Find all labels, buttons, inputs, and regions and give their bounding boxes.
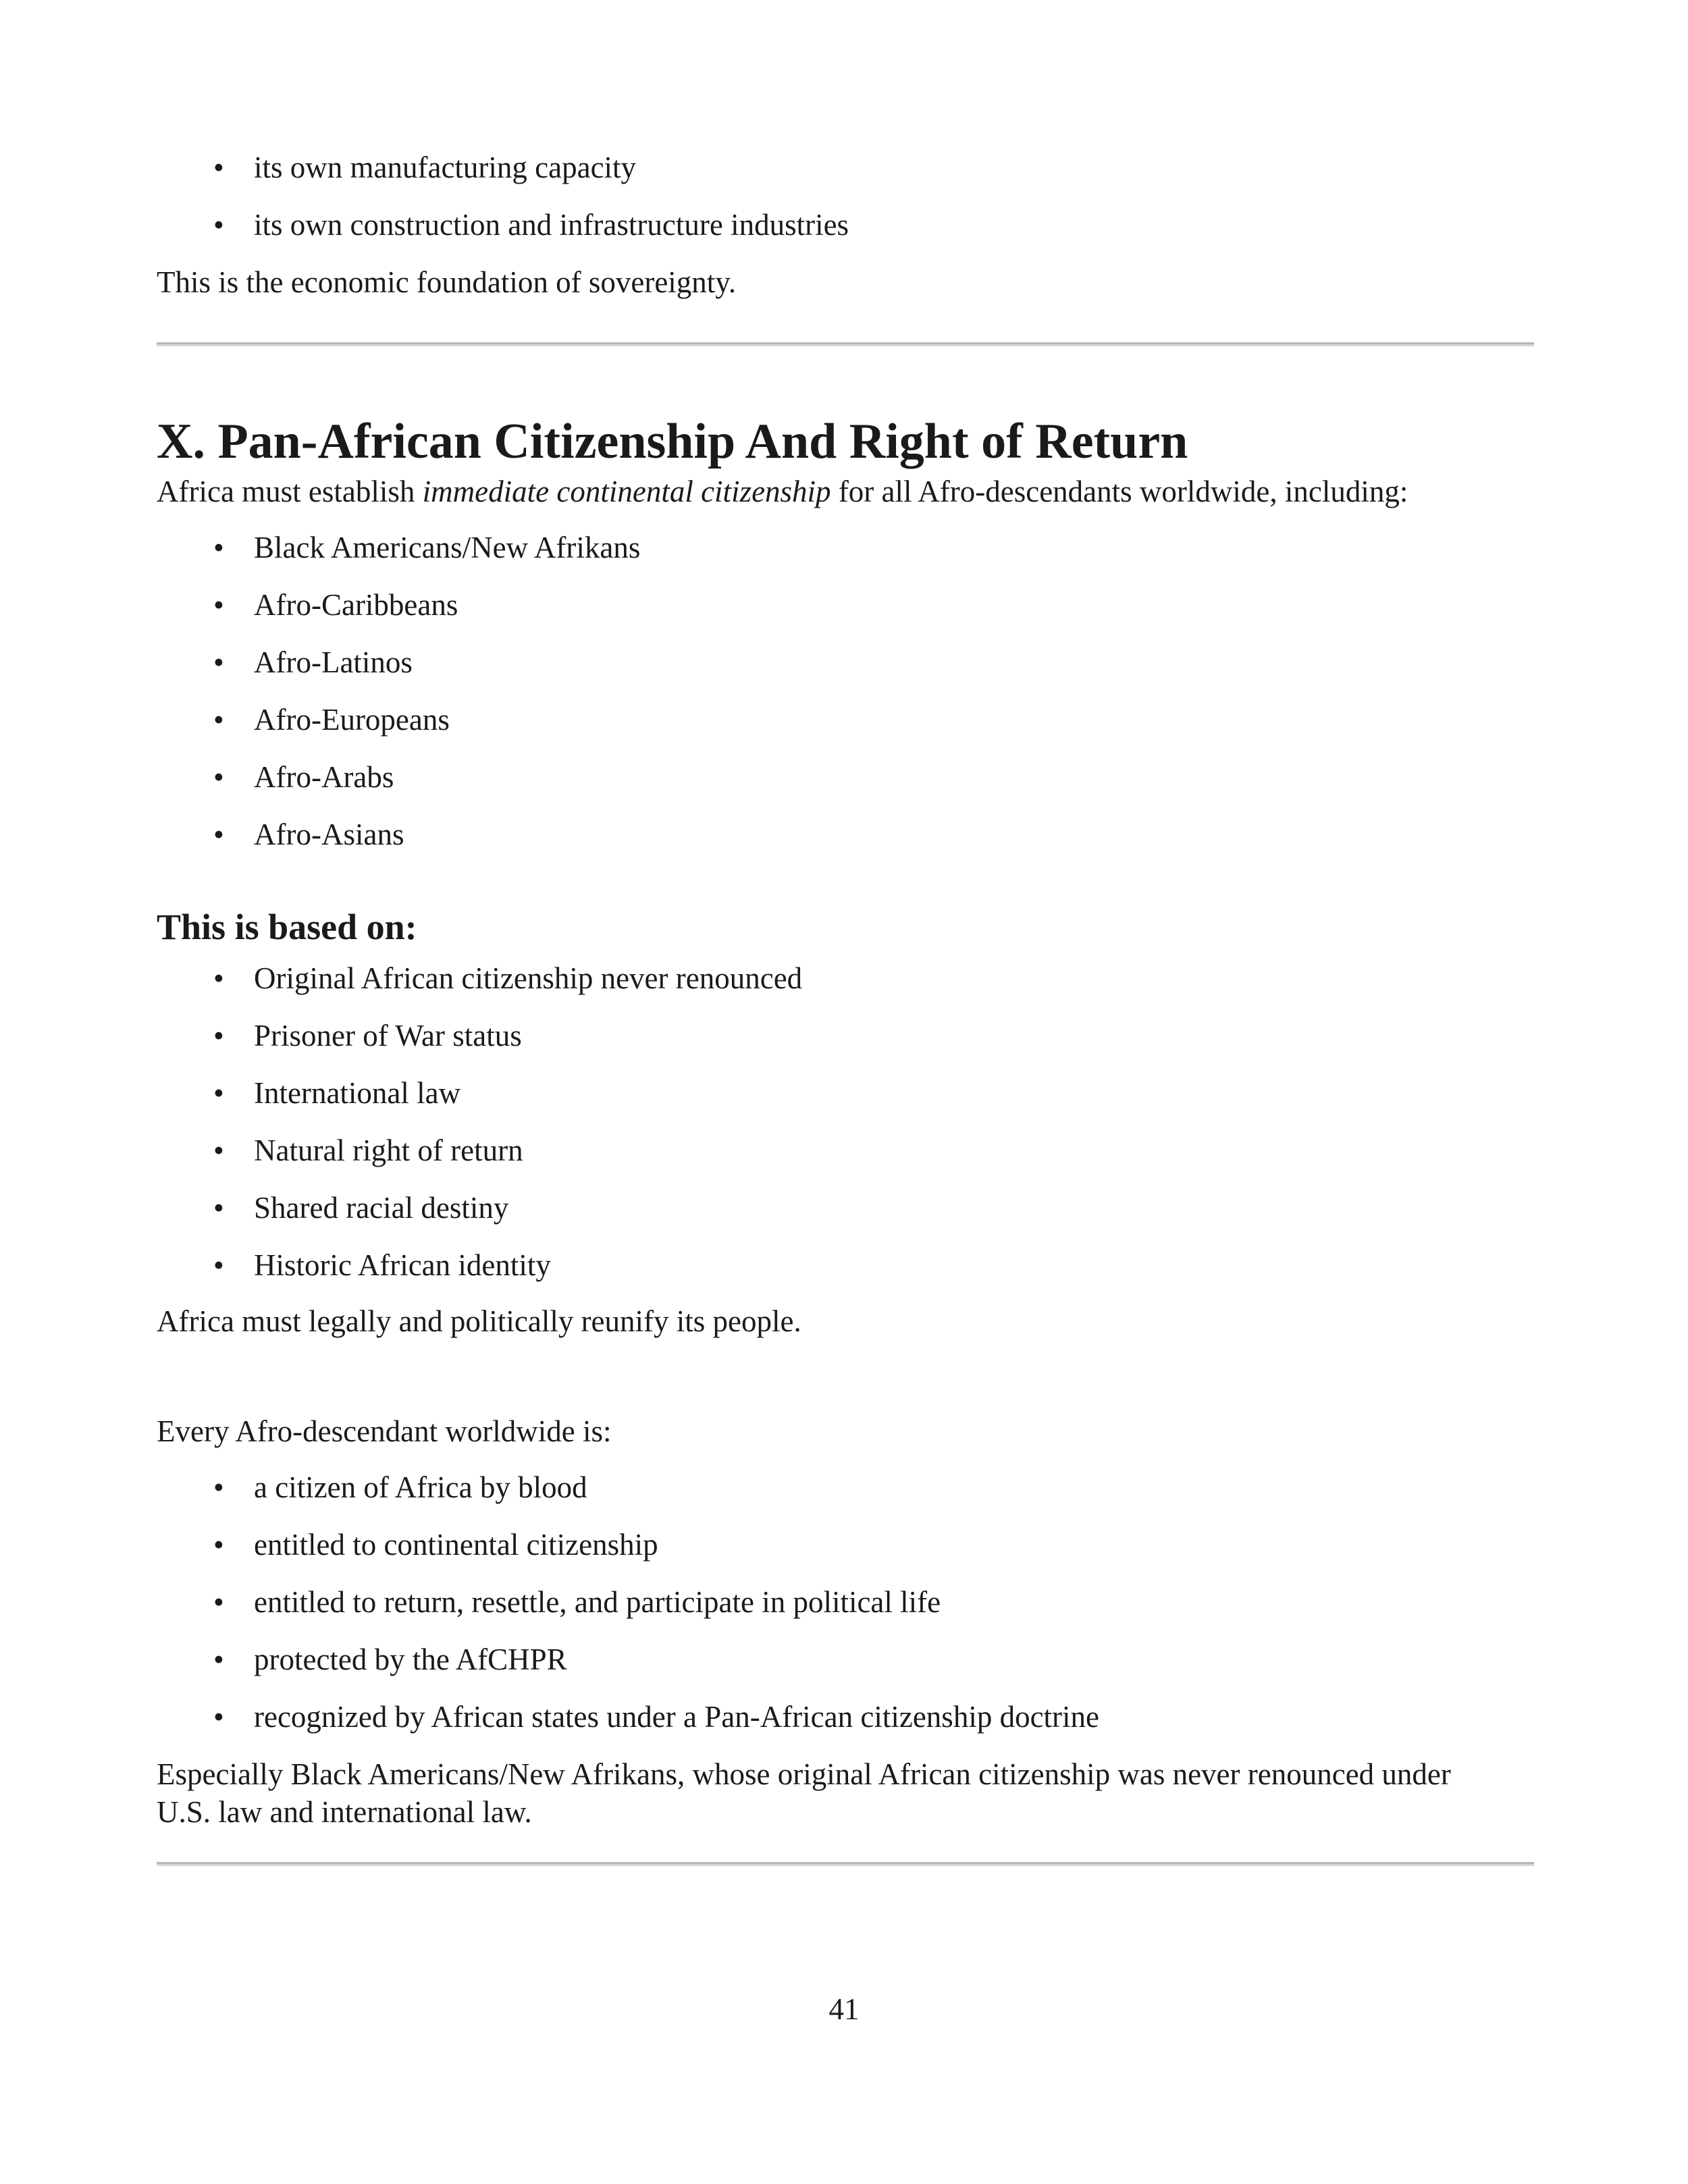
bullet-icon: • [213,1528,224,1562]
list-item [157,643,1534,681]
list-item-text: recognized by African states under a Pan-African citizenship doctrine [254,1700,1100,1734]
list-item [157,1131,1534,1169]
list-item [157,758,1534,796]
list-item-text: Historic African identity [254,1248,551,1282]
list-item-text: its own manufacturing capacity [254,151,637,184]
bullet-icon: • [213,1700,224,1734]
page-number: 41 [828,1992,860,2026]
list-item [157,149,1534,186]
list-item [157,1698,1534,1736]
section-title: X. Pan-African Citizenship And Right of Return [157,414,1188,469]
horizontal-divider [157,1862,1534,1866]
bullet-icon: • [213,531,224,564]
list-item [157,1074,1534,1112]
list-item-text: Shared racial destiny [254,1191,509,1225]
list-item [157,1017,1534,1055]
every-bullet-list [157,1468,1534,1736]
bullet-icon: • [213,703,224,737]
list-item-text: International law [254,1076,461,1110]
list-item-text: a citizen of Africa by blood [254,1470,587,1504]
bullet-icon: • [213,1585,224,1619]
list-item [157,816,1534,853]
bullet-icon: • [213,645,224,679]
intro-suffix: for all Afro-descendants worldwide, including: [830,475,1408,508]
list-item [157,1468,1534,1506]
bullet-icon: • [213,588,224,622]
list-item [157,701,1534,739]
horizontal-divider [157,342,1534,346]
list-item [157,1583,1534,1621]
list-item-text: its own construction and infrastructure industries [254,208,849,242]
list-item [157,1189,1534,1227]
list-item-text: Natural right of return [254,1134,523,1167]
bullet-icon: • [213,1643,224,1676]
bullet-icon: • [213,760,224,794]
basis-heading: This is based on: [157,907,417,947]
list-item [157,206,1534,244]
list-item-text: Afro-Asians [254,818,404,851]
list-item-text: Afro-Latinos [254,645,413,679]
bullet-icon: • [213,1134,224,1167]
list-item-text: Afro-Caribbeans [254,588,458,622]
list-item-text: protected by the AfCHPR [254,1643,567,1676]
bullet-icon: • [213,1019,224,1053]
bullet-icon: • [213,1076,224,1110]
section-intro [157,473,1534,510]
list-item-text: Prisoner of War status [254,1019,522,1053]
list-item-text: Afro-Europeans [254,703,450,737]
list-item [157,1641,1534,1678]
every-intro: Every Afro-descendant worldwide is: [157,1414,612,1448]
list-item [157,959,1534,997]
list-item [157,529,1534,566]
list-item [157,1526,1534,1564]
basis-bullet-list [157,959,1534,1284]
intro-prefix: Africa must establish [157,475,423,508]
list-item-text: entitled to return, resettle, and participate in political life [254,1585,941,1619]
top-bullet-list [157,149,1534,244]
bullet-icon: • [213,208,224,242]
bullet-icon: • [213,1470,224,1504]
groups-bullet-list [157,529,1534,853]
list-item [157,1246,1534,1284]
list-item-text: entitled to continental citizenship [254,1528,658,1562]
basis-conclusion: Africa must legally and politically reunify its people. [157,1304,801,1338]
list-item-text: Afro-Arabs [254,760,394,794]
page-content [157,149,1534,1866]
closing-paragraph: Especially Black Americans/New Afrikans, whose original African citizenship was never renounced under U.S. law and international law. [157,1757,1451,1829]
bullet-icon: • [213,961,224,995]
bullet-icon: • [213,151,224,184]
bullet-icon: • [213,1248,224,1282]
top-conclusion: This is the economic foundation of sovereignty. [157,265,737,299]
list-item [157,586,1534,624]
bullet-icon: • [213,818,224,851]
intro-emphasis: immediate continental citizenship [422,475,831,508]
bullet-icon: • [213,1191,224,1225]
list-item-text: Original African citizenship never renounced [254,961,803,995]
list-item-text: Black Americans/New Afrikans [254,531,641,564]
